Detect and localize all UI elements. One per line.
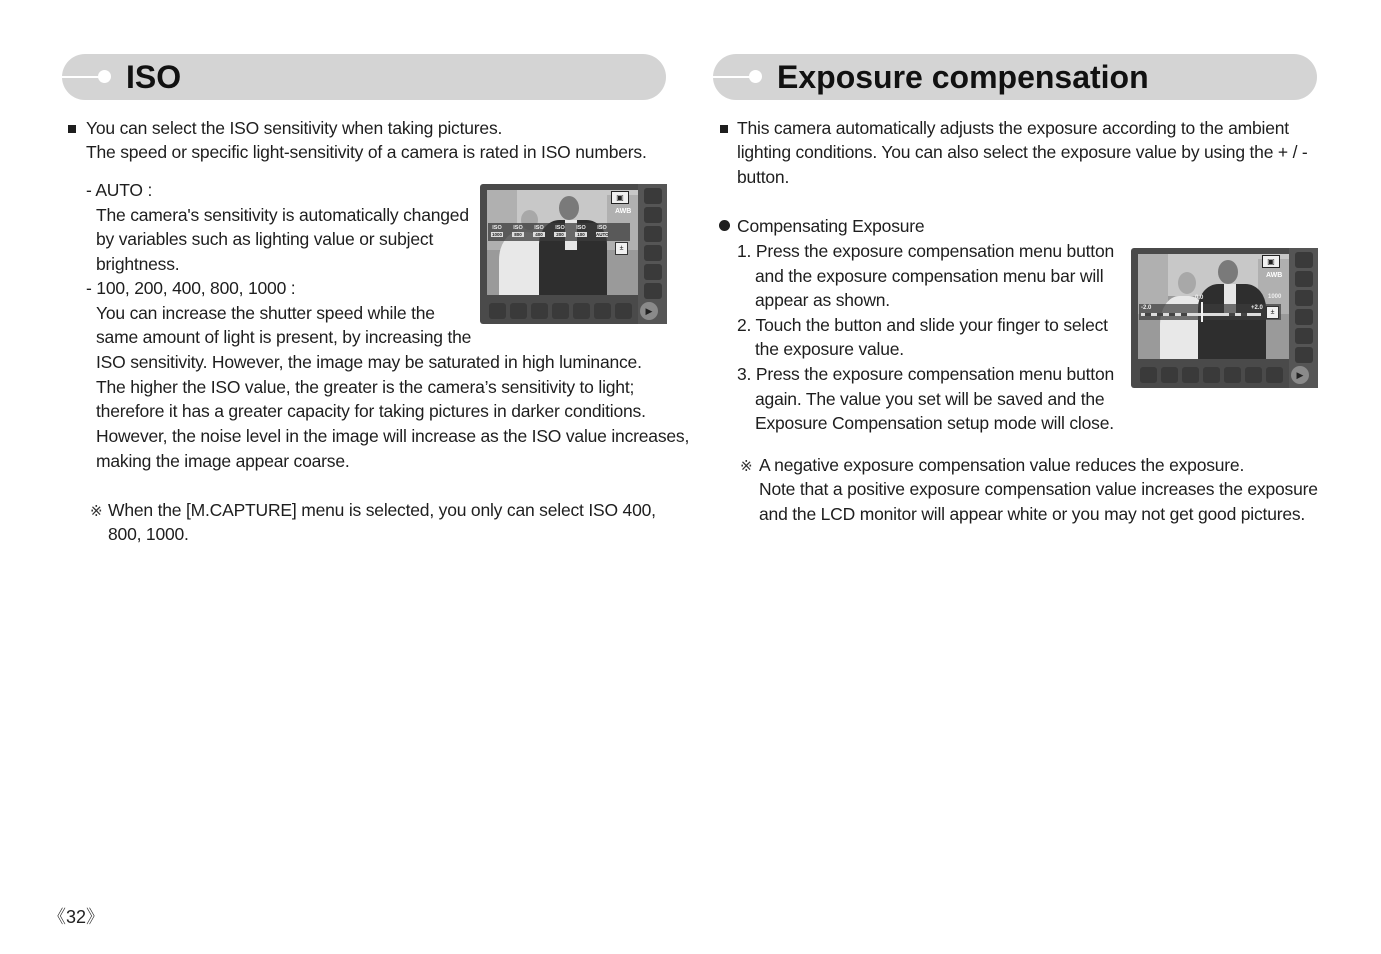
exposure-note-line: A negative exposure compensation value reduces the exposure.	[759, 455, 1245, 475]
awb-indicator: AWB	[1266, 272, 1283, 279]
side-button[interactable]	[1295, 252, 1313, 268]
exposure-slider-handle[interactable]	[1201, 302, 1203, 322]
camera-mode-icon: ▣	[611, 191, 629, 204]
ev-min-label: -2.0	[1141, 305, 1152, 311]
bottom-button[interactable]	[1224, 367, 1241, 383]
bottom-button[interactable]	[1182, 367, 1199, 383]
iso-option[interactable]: ISO 400	[534, 225, 544, 237]
iso-intro-line: The speed or specific light-sensitivity of a camera is rated in ISO numbers.	[86, 142, 647, 162]
exposure-step-line: Exposure Compensation setup mode will close.	[755, 413, 1114, 433]
side-button[interactable]	[1295, 347, 1313, 363]
exposure-section-title: Exposure compensation	[777, 59, 1149, 95]
exposure-sub-heading: Compensating Exposure	[737, 216, 925, 236]
iso-note-line: 800, 1000.	[108, 524, 189, 544]
exposure-icon: ±	[1266, 306, 1279, 319]
play-icon[interactable]: ▶	[1291, 366, 1309, 384]
bottom-button[interactable]	[573, 303, 590, 319]
exposure-step-line: the exposure value.	[755, 339, 904, 359]
note-mark-icon: ※	[740, 458, 753, 475]
exposure-intro-line: lighting conditions. You can also select the exposure value by using the + / -	[737, 142, 1308, 162]
play-icon[interactable]: ▶	[640, 302, 658, 320]
side-button[interactable]	[1295, 309, 1313, 325]
square-bullet-icon	[68, 125, 76, 133]
bottom-button[interactable]	[1140, 367, 1157, 383]
iso-lcd-illustration	[480, 184, 667, 324]
side-button[interactable]	[1295, 271, 1313, 287]
exposure-step-line: again. The value you set will be saved and the	[755, 389, 1105, 409]
bottom-button[interactable]	[1161, 367, 1178, 383]
bottom-button[interactable]	[1245, 367, 1262, 383]
awb-indicator: AWB	[615, 208, 632, 215]
iso-option[interactable]: ISO 800	[513, 225, 523, 237]
side-button[interactable]	[644, 207, 662, 223]
exposure-step-line: 3. Press the exposure compensation menu button	[737, 364, 1115, 384]
side-button[interactable]	[644, 245, 662, 261]
iso-values-line: making the image appear coarse.	[96, 451, 350, 471]
page-number: 《32》	[48, 907, 105, 927]
iso-auto-line: brightness.	[96, 254, 180, 274]
ev-current-label: 0.0	[1195, 295, 1204, 301]
iso-values-heading: - 100, 200, 400, 800, 1000 :	[86, 278, 296, 298]
iso-values-line: therefore it has a greater capacity for taking pictures in darker conditions.	[96, 401, 646, 421]
bottom-button[interactable]	[1203, 367, 1220, 383]
exposure-lcd-illustration	[1131, 248, 1318, 388]
iso-values-line: However, the noise level in the image will increase as the ISO value increases,	[96, 426, 690, 446]
iso-option[interactable]: ISO 200	[555, 225, 565, 237]
iso-values-line: The higher the ISO value, the greater is the camera’s sensitivity to light;	[96, 377, 635, 397]
iso-option[interactable]: ISO AUTO	[596, 225, 609, 237]
square-bullet-icon	[720, 125, 728, 133]
exposure-step-line: 1. Press the exposure compensation menu button	[737, 241, 1115, 261]
exposure-step-line: 2. Touch the button and slide your finger to select	[737, 315, 1108, 335]
camera-mode-icon: ▣	[1262, 255, 1280, 268]
bottom-button[interactable]	[594, 303, 611, 319]
exposure-intro-line: This camera automatically adjusts the exposure according to the ambient	[737, 118, 1289, 138]
bottom-button[interactable]	[531, 303, 548, 319]
iso-intro-line: You can select the ISO sensitivity when taking pictures.	[86, 118, 503, 138]
header-line-decoration	[62, 76, 102, 78]
iso-auto-heading: - AUTO :	[86, 180, 153, 200]
exposure-intro-line: button.	[737, 167, 790, 187]
header-dot-icon	[749, 70, 762, 83]
iso-values-line: You can increase the shutter speed while the	[96, 303, 435, 323]
bottom-button[interactable]	[510, 303, 527, 319]
header-line-decoration	[713, 76, 753, 78]
bottom-button[interactable]	[1266, 367, 1283, 383]
side-button[interactable]	[644, 226, 662, 242]
exposure-note-line: Note that a positive exposure compensation value increases the exposure	[759, 479, 1318, 499]
side-button[interactable]	[644, 188, 662, 204]
iso-section-title: ISO	[126, 59, 182, 95]
exposure-note-line: and the LCD monitor will appear white or you may not get good pictures.	[759, 504, 1306, 524]
side-button[interactable]	[644, 264, 662, 280]
header-dot-icon	[98, 70, 111, 83]
iso-auto-line: The camera's sensitivity is automatically changed	[96, 205, 469, 225]
iso-values-line: same amount of light is present, by increasing the	[96, 327, 472, 347]
bottom-button[interactable]	[615, 303, 632, 319]
iso-option[interactable]: ISO 1000	[491, 225, 502, 237]
iso-indicator: 1000	[1268, 294, 1282, 300]
exposure-step-line: appear as shown.	[755, 290, 890, 310]
iso-values-line: ISO sensitivity. However, the image may be saturated in high luminance.	[96, 352, 642, 372]
iso-note-line: When the [M.CAPTURE] menu is selected, you only can select ISO 400,	[108, 500, 656, 520]
iso-section-header	[62, 54, 666, 100]
side-button[interactable]	[644, 283, 662, 299]
iso-auto-line: by variables such as lighting value or subject	[96, 229, 434, 249]
bottom-button[interactable]	[552, 303, 569, 319]
ev-max-label: +2.0	[1251, 305, 1263, 311]
side-button[interactable]	[1295, 328, 1313, 344]
iso-option-strip[interactable]	[488, 223, 630, 241]
exposure-section-header	[713, 54, 1317, 100]
iso-option[interactable]: ISO 100	[576, 225, 586, 237]
side-button[interactable]	[1295, 290, 1313, 306]
exposure-icon: ±	[615, 242, 628, 255]
exposure-bar[interactable]	[1139, 304, 1281, 320]
bottom-button[interactable]	[489, 303, 506, 319]
note-mark-icon: ※	[90, 503, 103, 520]
exposure-step-line: and the exposure compensation menu bar will	[755, 266, 1104, 286]
circle-bullet-icon	[719, 220, 730, 231]
